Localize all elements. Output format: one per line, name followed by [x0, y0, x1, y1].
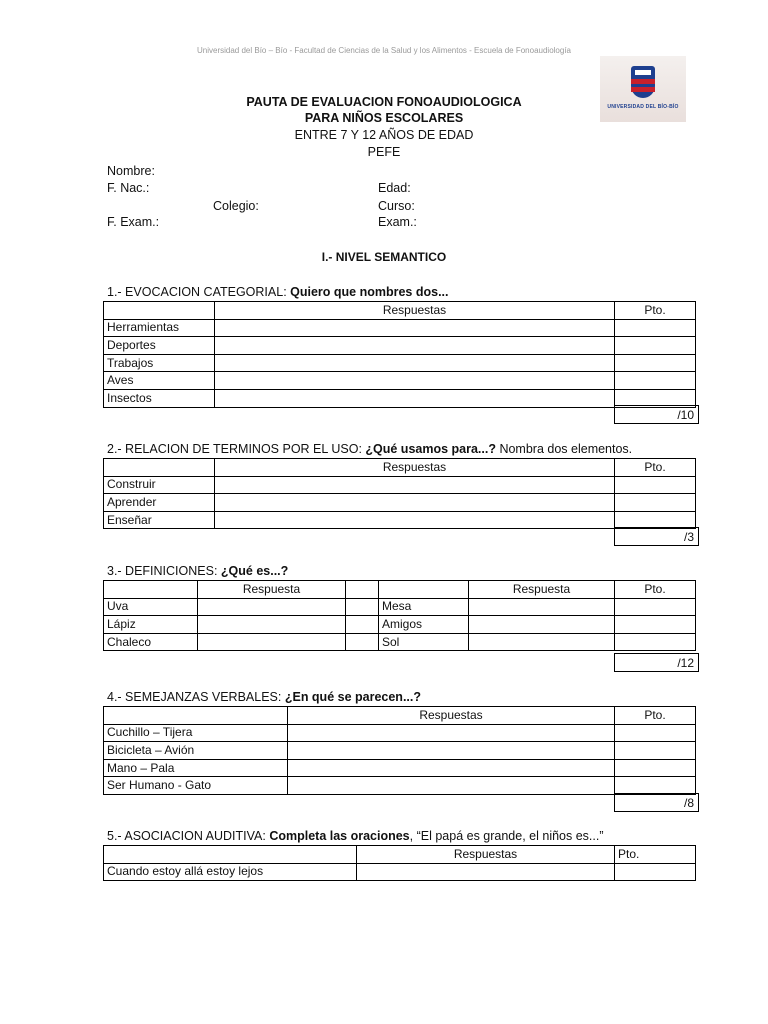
- row-label: Cuando estoy allá estoy lejos: [104, 863, 357, 881]
- column-header: Pto.: [615, 302, 696, 320]
- score-cell[interactable]: [615, 863, 696, 881]
- column-header: Pto.: [615, 581, 696, 599]
- column-header: Respuesta: [198, 581, 346, 599]
- total-score[interactable]: /12: [615, 654, 699, 672]
- section-3-prompt: ¿Qué es...?: [220, 564, 289, 578]
- answer-cell[interactable]: [215, 372, 615, 390]
- table-row: [104, 372, 696, 390]
- section-5-label: 5.- ASOCIACION AUDITIVA:: [107, 829, 270, 843]
- section-4-total: [614, 793, 699, 812]
- table-header-row: [104, 846, 696, 864]
- total-score[interactable]: /10: [615, 406, 699, 424]
- table-row: [104, 616, 696, 634]
- row-label: Aprender: [104, 494, 215, 512]
- table-row: [104, 354, 696, 372]
- column-header: Respuestas: [288, 707, 615, 725]
- table-row: [104, 389, 696, 407]
- score-cell[interactable]: [615, 759, 696, 777]
- colegio-label: Colegio:: [213, 199, 259, 213]
- row-label: Aves: [104, 372, 215, 390]
- fecha-examen-label: F. Exam.:: [107, 215, 160, 229]
- score-cell[interactable]: [615, 777, 696, 795]
- row-label: Ser Humano - Gato: [104, 777, 288, 795]
- table-row: [104, 337, 696, 355]
- answer-cell[interactable]: [198, 616, 346, 634]
- score-cell[interactable]: [615, 337, 696, 355]
- curso-label: Curso:: [378, 199, 415, 213]
- row-label: Amigos: [379, 616, 469, 634]
- section-1-total: [614, 405, 699, 424]
- section-5-table: [103, 845, 696, 881]
- table-row: [104, 598, 696, 616]
- answer-cell[interactable]: [469, 633, 615, 651]
- score-cell[interactable]: [346, 616, 379, 634]
- total-score[interactable]: /8: [615, 794, 699, 812]
- score-cell[interactable]: [615, 494, 696, 512]
- row-label: Enseñar: [104, 511, 215, 529]
- answer-cell[interactable]: [215, 494, 615, 512]
- section-5-prompt: Completa las oraciones: [269, 829, 410, 843]
- section-1-label: 1.- EVOCACION CATEGORIAL:: [107, 285, 291, 299]
- title-line-4: PEFE: [367, 145, 401, 159]
- logo-text: UNIVERSIDAD DEL BÍO-BÍO: [607, 104, 679, 110]
- answer-cell[interactable]: [357, 863, 615, 881]
- table-row: [104, 319, 696, 337]
- section-4-label: 4.- SEMEJANZAS VERBALES:: [107, 690, 285, 704]
- column-header: Respuestas: [215, 302, 615, 320]
- score-cell[interactable]: [615, 598, 696, 616]
- table-row: [104, 759, 696, 777]
- answer-cell[interactable]: [288, 759, 615, 777]
- table-header-row: [104, 459, 696, 477]
- score-cell[interactable]: [346, 598, 379, 616]
- answer-cell[interactable]: [215, 476, 615, 494]
- score-cell[interactable]: [615, 354, 696, 372]
- section-4-prompt: ¿En qué se parecen...?: [284, 690, 421, 704]
- row-label: Construir: [104, 476, 215, 494]
- row-label: Sol: [379, 633, 469, 651]
- answer-cell[interactable]: [469, 616, 615, 634]
- answer-cell[interactable]: [288, 724, 615, 742]
- table-row: [104, 494, 696, 512]
- section-3-label: 3.- DEFINICIONES:: [107, 564, 221, 578]
- table-row: [104, 863, 696, 881]
- section-2-label: 2.- RELACION DE TERMINOS POR EL USO:: [107, 442, 366, 456]
- score-cell[interactable]: [615, 319, 696, 337]
- answer-cell[interactable]: [288, 742, 615, 760]
- answer-cell[interactable]: [288, 777, 615, 795]
- section-3-heading: [107, 564, 288, 578]
- row-label: Herramientas: [104, 319, 215, 337]
- column-header: Respuestas: [215, 459, 615, 477]
- level-title: I.- NIVEL SEMANTICO: [321, 250, 447, 264]
- row-label: Mesa: [379, 598, 469, 616]
- section-1-prompt: Quiero que nombres dos...: [290, 285, 449, 299]
- table-row: [104, 511, 696, 529]
- row-label: Cuchillo – Tijera: [104, 724, 288, 742]
- row-label: Mano – Pala: [104, 759, 288, 777]
- table-row: [104, 633, 696, 651]
- section-4-heading: [107, 690, 421, 704]
- row-label: Uva: [104, 598, 198, 616]
- table-header-row: [104, 581, 696, 599]
- answer-cell[interactable]: [198, 598, 346, 616]
- table-row: [104, 476, 696, 494]
- table-row: [104, 724, 696, 742]
- score-cell[interactable]: [615, 476, 696, 494]
- column-header: Pto.: [615, 707, 696, 725]
- row-label: Bicicleta – Avión: [104, 742, 288, 760]
- column-header: Pto.: [615, 846, 696, 864]
- section-2-heading: [107, 442, 632, 456]
- column-header: Respuestas: [357, 846, 615, 864]
- row-label: Trabajos: [104, 354, 215, 372]
- row-label: Insectos: [104, 389, 215, 407]
- answer-cell[interactable]: [469, 598, 615, 616]
- section-1-heading: [107, 285, 449, 299]
- section-3-table: [103, 580, 696, 651]
- table-header-row: [104, 707, 696, 725]
- section-1-table: [103, 301, 696, 408]
- section-2-total: [614, 527, 699, 546]
- edad-label: Edad:: [378, 181, 411, 195]
- score-cell[interactable]: [615, 633, 696, 651]
- answer-cell[interactable]: [215, 337, 615, 355]
- examinador-label: Exam.:: [378, 215, 417, 229]
- section-3-total: [614, 653, 699, 672]
- section-5-suffix: , “El papá es grande, el niños es...”: [409, 829, 604, 843]
- table-row: [104, 777, 696, 795]
- row-label: Chaleco: [104, 633, 198, 651]
- row-label: Deportes: [104, 337, 215, 355]
- section-4-table: [103, 706, 696, 795]
- nombre-label: Nombre:: [107, 164, 155, 178]
- score-cell[interactable]: [346, 633, 379, 651]
- institution-header: Universidad del Bío – Bío - Facultad de Ciencias de la Salud y los Alimentos - Escuela de Fonoaudiología: [197, 46, 571, 55]
- section-2-table: [103, 458, 696, 529]
- title-line-2: PARA NIÑOS ESCOLARES: [304, 111, 464, 125]
- answer-cell[interactable]: [215, 511, 615, 529]
- row-label: Lápiz: [104, 616, 198, 634]
- section-2-prompt: ¿Qué usamos para...?: [365, 442, 496, 456]
- answer-cell[interactable]: [215, 354, 615, 372]
- table-row: [104, 742, 696, 760]
- score-cell[interactable]: [615, 372, 696, 390]
- answer-cell[interactable]: [198, 633, 346, 651]
- score-cell[interactable]: [615, 724, 696, 742]
- title-line-1: PAUTA DE EVALUACION FONOAUDIOLOGICA: [246, 95, 522, 109]
- column-header: Respuesta: [469, 581, 615, 599]
- score-cell[interactable]: [615, 742, 696, 760]
- table-header-row: [104, 302, 696, 320]
- score-cell[interactable]: [615, 616, 696, 634]
- fecha-nacimiento-label: F. Nac.:: [107, 181, 150, 195]
- column-header: Pto.: [615, 459, 696, 477]
- section-2-suffix: Nombra dos elementos.: [495, 442, 633, 456]
- shield-icon: [631, 66, 655, 98]
- total-score[interactable]: /3: [615, 528, 699, 546]
- title-line-3: ENTRE 7 Y 12 AÑOS DE EDAD: [294, 128, 474, 142]
- section-5-heading: [107, 829, 604, 843]
- answer-cell[interactable]: [215, 319, 615, 337]
- answer-cell[interactable]: [215, 389, 615, 407]
